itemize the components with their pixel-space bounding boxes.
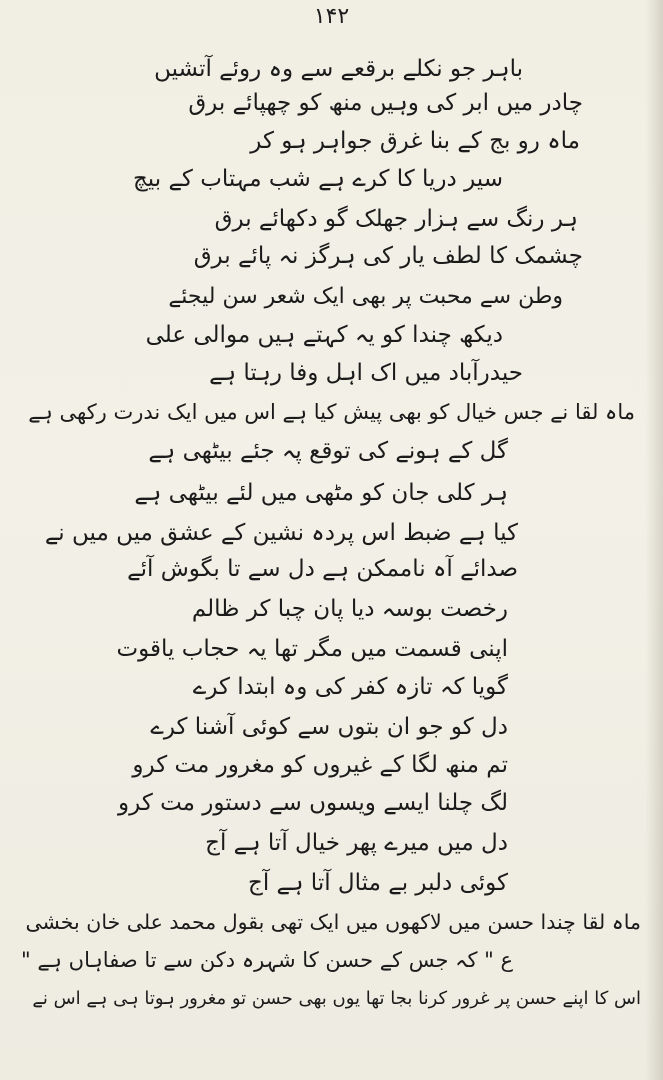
verse-line-3: ماہ رو بج کے بنا غرق جواہر ہو کر (250, 128, 580, 154)
verse-line-9: گل کے ہونے کی توقع پہ جئے بیٹھی ہے (148, 438, 508, 464)
page-number: ۱۴۲ (313, 4, 350, 29)
prose-line-1: وطن سے محبت پر بھی ایک شعر سن لیجئے (168, 284, 563, 309)
verse-line-2: چادر میں ابر کی وہیں منھ کو چھپائے برق (188, 90, 583, 116)
prose-line-2: ماہ لقا نے جس خیال کو بھی پیش کیا ہے اس میں ایک ندرت رکھی ہے (28, 400, 635, 424)
verse-line-12: صدائے آہ ناممکن ہے دل سے تا بگوش آئے (127, 556, 518, 582)
verse-line-15: گویا کہ تازہ کفر کی وہ ابتدا کرے (192, 674, 508, 700)
verse-line-19: دل میں میرے پھر خیال آتا ہے آج (205, 830, 508, 856)
verse-line-4: سیر دریا کا کرے ہے شب مہتاب کے بیچ (132, 166, 503, 192)
verse-line-18: لگ چلنا ایسے ویسوں سے دستور مت کرو (118, 790, 508, 816)
verse-line-17: تم منھ لگا کے غیروں کو مغرور مت کرو (132, 752, 508, 778)
verse-line-6: چشمک کا لطف یار کی ہرگز نہ پائے برق (193, 243, 583, 269)
verse-line-10: ہر کلی جان کو مٹھی میں لئے بیٹھی ہے (134, 480, 508, 506)
prose-line-3: ماہ لقا چندا حسن میں لاکھوں میں ایک تھی بقول محمد علی خان بخشی (25, 910, 641, 934)
verse-line-8: حیدرآباد میں اک اہل وفا رہتا ہے (209, 360, 523, 386)
verse-line-7: دیکھ چندا کو یہ کہتے ہیں موالی علی (145, 322, 503, 348)
page-edge-shadow (645, 0, 663, 1080)
verse-line-11: کیا ہے ضبط اس پردہ نشین کے عشق میں میں نے (44, 520, 518, 546)
verse-line-1: باہر جو نکلے برقعے سے وہ روئے آتشیں (154, 56, 523, 82)
verse-line-14: اپنی قسمت میں مگر تھا یہ حجاب یاقوت (116, 636, 508, 662)
verse-line-20: کوئی دلبر بے مثال آتا ہے آج (248, 870, 508, 896)
prose-line-4: ع " کہ جس کے حسن کا شہرہ دکن سے تا صفاہاں ہے " (21, 948, 513, 972)
verse-line-13: رخصت بوسہ دیا پان چبا کر ظالم (191, 596, 508, 622)
verse-line-5: ہر رنگ سے ہزار جھلک گو دکھائے برق (214, 206, 578, 232)
verse-line-16: دل کو جو ان بتوں سے کوئی آشنا کرے (150, 714, 508, 740)
prose-line-5: اس کا اپنے حسن پر غرور کرنا بجا تھا یوں بھی حسن تو مغرور ہوتا ہی ہے اس نے (32, 988, 641, 1009)
